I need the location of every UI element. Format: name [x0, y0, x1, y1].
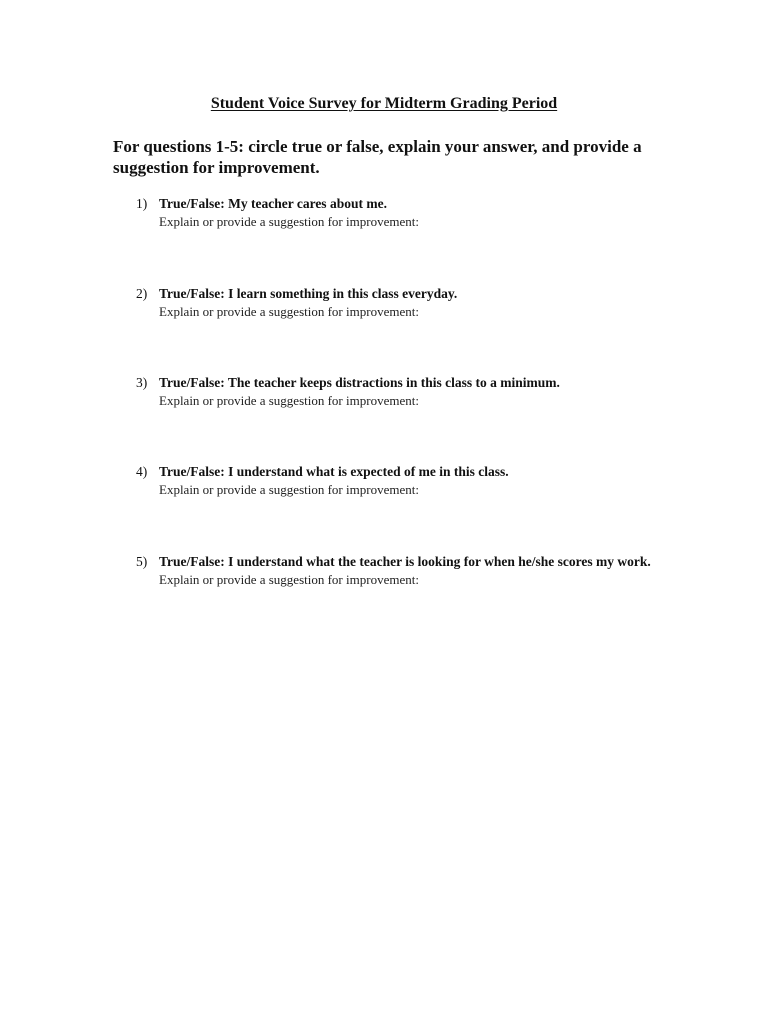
document-title: Student Voice Survey for Midterm Grading Period — [210, 95, 558, 112]
question-prompt: True/False: My teacher cares about me. — [159, 196, 387, 211]
question-number: 5) — [136, 554, 148, 569]
question-body — [159, 463, 659, 499]
question-number: 4) — [136, 464, 148, 479]
question-explain-label: Explain or provide a suggestion for improvement: — [159, 572, 419, 587]
question-prompt: True/False: I understand what the teacher is looking for when he/she scores my work. — [159, 554, 651, 569]
question-number: 1) — [136, 196, 148, 211]
question-body — [159, 285, 659, 321]
question-number: 2) — [136, 286, 148, 301]
question-explain-label: Explain or provide a suggestion for improvement: — [159, 214, 419, 229]
question-explain-label: Explain or provide a suggestion for improvement: — [159, 304, 419, 319]
question-prompt: True/False: I learn something in this class everyday. — [159, 286, 458, 301]
question-body — [159, 195, 659, 231]
question-explain-label: Explain or provide a suggestion for improvement: — [159, 482, 419, 497]
question-prompt: True/False: I understand what is expected of me in this class. — [159, 464, 509, 479]
question-explain-label: Explain or provide a suggestion for improvement: — [159, 393, 419, 408]
instructions-text: For questions 1-5: circle true or false, explain your answer, and provide a suggestion for improvement. — [113, 137, 642, 177]
question-body — [159, 553, 659, 589]
question-number: 3) — [136, 375, 148, 390]
question-body — [159, 374, 659, 410]
question-prompt: True/False: The teacher keeps distractions in this class to a minimum. — [159, 375, 560, 390]
